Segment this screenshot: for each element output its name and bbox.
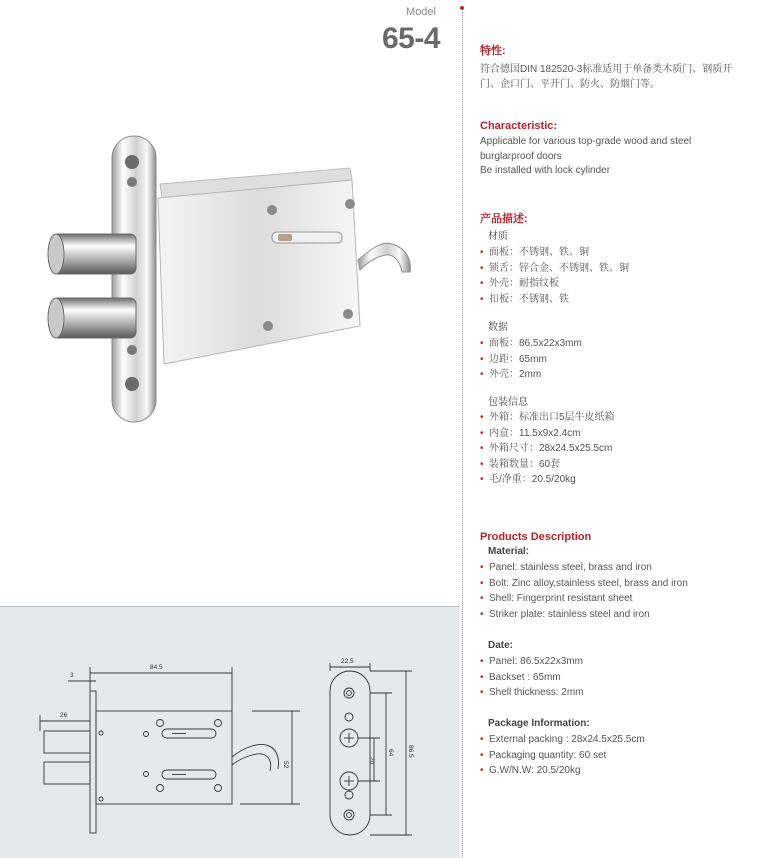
list-item: • G.W/N.W: 20.5/20kg: [480, 763, 645, 779]
dim-body-height: 52: [282, 761, 289, 769]
characteristic-line-1: Applicable for various top-grade wood and steel: [480, 136, 692, 147]
technical-drawing: [0, 607, 460, 858]
desc-cn-material-list: [480, 245, 629, 307]
list-item: • 扣板：不锈钢、铁: [480, 292, 629, 308]
desc-en-material-list: [480, 560, 688, 622]
features-cn-heading: 特性:: [480, 45, 506, 57]
features-cn-text: 符合德国DIN 182520-3标准适用于单备类木质门、钢质开门、企口门、平开门、防火、防烟门等。: [480, 64, 733, 90]
list-item: • Panel: stainless steel, brass and iron: [480, 560, 688, 576]
list-item: • 面板：不锈钢、铁、铜: [480, 245, 629, 261]
list-item: • Shell thickness: 2mm: [480, 685, 583, 701]
desc-en-heading: Products Description: [480, 531, 592, 543]
list-item: • 面板：86.5x22x3mm: [480, 336, 582, 352]
divider-dot: [460, 6, 464, 10]
desc-cn-heading: 产品描述:: [480, 213, 528, 225]
list-item: • 内盒：11.5x9x2.4cm: [480, 426, 615, 442]
bolt-upper: [52, 234, 136, 274]
characteristic-heading: Characteristic:: [480, 120, 558, 132]
desc-en-package-label: Package Information:: [488, 718, 590, 729]
desc-en-date-list: [480, 654, 583, 701]
list-item: • External packing : 28x24.5x25.5cm: [480, 732, 645, 748]
dim-offset: 3: [70, 672, 74, 679]
characteristic-line-2: burglarproof doors: [480, 151, 562, 162]
list-item: • 边距：65mm: [480, 352, 582, 368]
model-label: Model: [406, 6, 436, 18]
list-item: • 毛/净重：20.5/20kg: [480, 472, 615, 488]
list-item: • 外壳：耐指纹板: [480, 276, 629, 292]
list-item: • Packaging quantity: 60 set: [480, 748, 645, 764]
desc-cn-data-list: [480, 336, 582, 383]
list-item: • 外箱：标准出口5层牛皮纸箱: [480, 410, 615, 426]
desc-cn-data-label: 数据: [488, 322, 508, 333]
spec-column: [480, 0, 755, 858]
technical-drawing-panel: [0, 606, 460, 858]
bolt-lower: [52, 298, 136, 338]
desc-en-date-label: Date:: [488, 640, 514, 651]
characteristic-line-3: Be installed with lock cylinder: [480, 165, 611, 176]
list-item: • Backset : 65mm: [480, 670, 583, 686]
latch-hook: [358, 243, 410, 272]
desc-en-package-list: [480, 732, 645, 779]
product-photo: [40, 128, 430, 433]
list-item: • 外壳：2mm: [480, 367, 582, 383]
model-number: 65-4: [381, 22, 440, 55]
dim-spacing-mid: 64: [387, 749, 394, 757]
dim-panel-width: 22.5: [341, 658, 354, 665]
lock-housing: [158, 180, 360, 364]
list-item: • Striker plate: stainless steel and iron: [480, 607, 688, 623]
dim-panel-height: 86.5: [407, 745, 414, 758]
list-item: • Panel: 86.5x22x3mm: [480, 654, 583, 670]
list-item: • Bolt: Zinc alloy,stainless steel, brass and iron: [480, 576, 688, 592]
list-item: • 锁舌：锌合金、不锈钢、铁、铜: [480, 261, 629, 277]
list-item: • 装箱数量：60套: [480, 457, 615, 473]
desc-cn-material-label: 材质: [488, 231, 508, 242]
dim-bolt-length: 26: [60, 712, 68, 719]
list-item: • Shell: Fingerprint resistant sheet: [480, 591, 688, 607]
desc-cn-package-list: [480, 410, 615, 488]
column-divider: [462, 12, 463, 858]
dim-spacing-small: 20: [368, 757, 375, 765]
list-item: • 外箱尺寸：28x24.5x25.5cm: [480, 441, 615, 457]
dim-width-total: 84.5: [150, 664, 163, 671]
desc-cn-package-label: 包装信息: [488, 397, 528, 408]
desc-en-material-label: Material:: [488, 546, 530, 557]
